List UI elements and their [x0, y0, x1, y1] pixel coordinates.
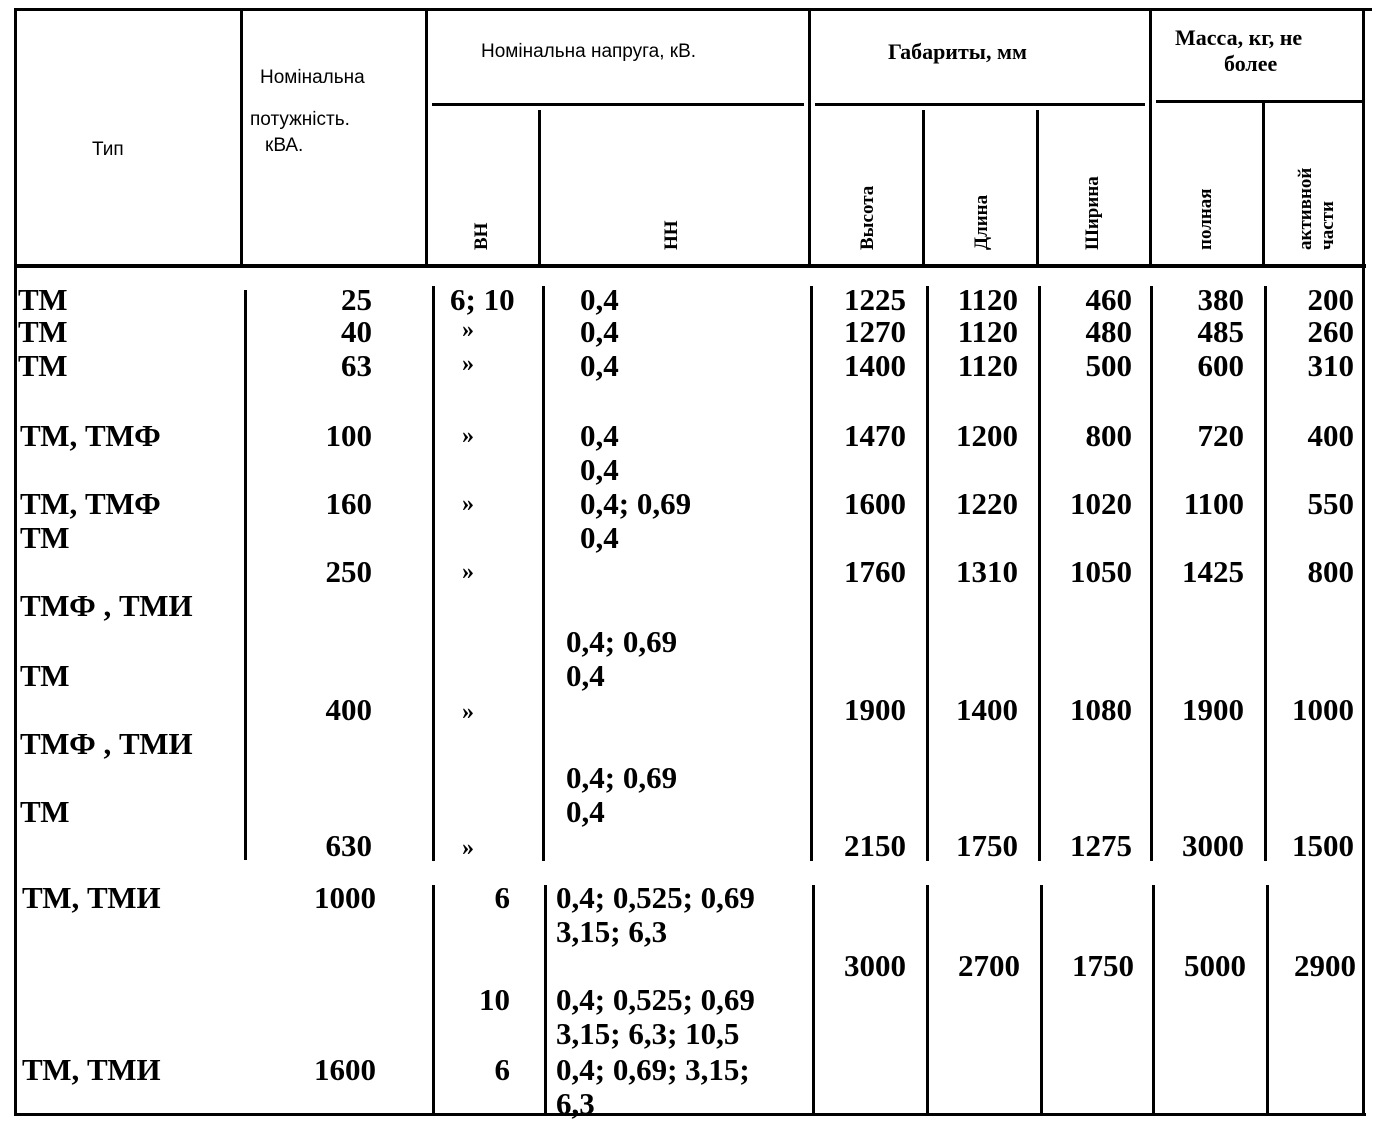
mass-total-cell: 3000 [1182, 828, 1244, 863]
power-cell: 250 [325, 554, 372, 589]
mass-total-cell: 600 [1197, 348, 1244, 383]
power-cell: 100 [325, 418, 372, 453]
type-cell: ТМ [18, 314, 68, 349]
height-cell: 1600 [844, 486, 906, 521]
divider-length-width [1036, 110, 1039, 266]
header-power-line3: кВА. [265, 135, 304, 156]
body-divider-length-width-lower [1040, 885, 1043, 1115]
hv-cell: » [462, 491, 474, 517]
type-cell: ТМ, ТМФ [20, 418, 161, 453]
mass-active-cell: 260 [1307, 314, 1354, 349]
mass-active-cell: 2900 [1294, 948, 1356, 983]
type-cell: ТМ, ТМФ [20, 486, 161, 521]
height-cell: 1225 [844, 282, 906, 317]
power-cell: 400 [325, 692, 372, 727]
type-cell: ТМФ , ТМИ [20, 726, 193, 761]
table-right-border [1362, 8, 1365, 1116]
lv-cell: 0,4 [580, 348, 619, 383]
divider-mass-total-active [1262, 102, 1265, 266]
dims-subheader-line [815, 103, 1145, 106]
mass-active-cell: 550 [1307, 486, 1354, 521]
header-power-line2: потужність. [250, 109, 350, 130]
hv-cell: 6 [494, 1052, 510, 1087]
height-cell: 1400 [844, 348, 906, 383]
header-mass-active-line1: активной [1295, 167, 1316, 250]
type-cell: ТМ [20, 794, 70, 829]
table-top-border [14, 8, 1372, 11]
body-divider-mass-total-active [1264, 286, 1267, 861]
header-dim-length: Длина [971, 194, 992, 250]
body-divider-mass-total-active-lower [1266, 885, 1269, 1115]
height-cell: 1270 [844, 314, 906, 349]
lv-cell: 3,15; 6,3 [556, 914, 668, 949]
divider-power-voltage [425, 8, 428, 266]
height-cell: 1760 [844, 554, 906, 589]
type-cell: ТМ, ТМИ [22, 1052, 161, 1087]
lv-cell: 0,4; 0,69; 3,15; [556, 1052, 750, 1087]
body-divider-hv-lv [542, 286, 545, 861]
header-dim-height: Высота [857, 185, 878, 250]
body-divider-height-length-lower [926, 885, 929, 1115]
lv-cell: 0,4; 0,69 [566, 760, 678, 795]
lv-cell: 0,4 [580, 452, 619, 487]
lv-cell: 6,3 [556, 1086, 595, 1121]
lv-cell: 0,4 [580, 282, 619, 317]
header-mass-active-line2: части [1317, 201, 1338, 250]
divider-height-length [922, 110, 925, 266]
hv-cell: » [462, 351, 474, 377]
body-divider-hv-lv-lower [544, 885, 547, 1115]
width-cell: 480 [1085, 314, 1132, 349]
type-cell: ТМФ , ТМИ [20, 588, 193, 623]
length-cell: 1400 [956, 692, 1018, 727]
type-cell: ТМ [18, 348, 68, 383]
mass-active-cell: 1000 [1292, 692, 1354, 727]
mass-total-cell: 1100 [1183, 486, 1244, 521]
hv-cell: 6; 10 [450, 282, 515, 317]
voltage-subheader-line [432, 103, 804, 106]
width-cell: 1050 [1070, 554, 1132, 589]
mass-total-cell: 380 [1197, 282, 1244, 317]
height-cell: 1900 [844, 692, 906, 727]
width-cell: 1080 [1070, 692, 1132, 727]
length-cell: 1200 [956, 418, 1018, 453]
header-dims: Габариты, мм [888, 39, 1027, 64]
body-divider-power-hv-lower [432, 885, 435, 1115]
hv-cell: » [462, 423, 474, 449]
body-divider-height-length [926, 286, 929, 861]
power-cell: 160 [325, 486, 372, 521]
height-cell: 2150 [844, 828, 906, 863]
width-cell: 460 [1085, 282, 1132, 317]
header-power-line1: Номінальна [260, 67, 365, 88]
table-left-border [14, 8, 17, 1116]
header-dim-width: Ширина [1082, 176, 1103, 250]
lv-cell: 0,4 [580, 520, 619, 555]
header-mass-line2: более [1224, 51, 1278, 76]
hv-cell: » [462, 699, 474, 725]
body-divider-type-power [244, 290, 247, 860]
header-voltage-lv: НН [661, 220, 682, 250]
height-cell: 3000 [844, 948, 906, 983]
length-cell: 1120 [957, 282, 1018, 317]
power-cell: 40 [341, 314, 372, 349]
mass-total-cell: 5000 [1184, 948, 1246, 983]
lv-cell: 0,4; 0,69 [566, 624, 678, 659]
power-cell: 25 [341, 282, 372, 317]
header-mass-line1: Масса, кг, не [1175, 25, 1303, 50]
divider-type-power [240, 8, 243, 266]
mass-total-cell: 485 [1197, 314, 1244, 349]
header-voltage-hv: ВН [471, 222, 492, 250]
body-divider-lv-height [810, 286, 813, 861]
power-cell: 63 [341, 348, 372, 383]
type-cell: ТМ [20, 658, 70, 693]
body-divider-width-mass [1150, 286, 1153, 861]
hv-cell: 6 [494, 880, 510, 915]
lv-cell: 0,4; 0,69 [580, 486, 692, 521]
power-cell: 1600 [314, 1052, 376, 1087]
length-cell: 1750 [956, 828, 1018, 863]
width-cell: 1275 [1070, 828, 1132, 863]
type-cell: ТМ, ТМИ [22, 880, 161, 915]
lv-cell: 0,4 [566, 794, 605, 829]
length-cell: 1120 [957, 348, 1018, 383]
length-cell: 1120 [957, 314, 1018, 349]
divider-dims-mass [1149, 8, 1152, 266]
type-cell: ТМ [20, 520, 70, 555]
body-divider-width-mass-lower [1152, 885, 1155, 1115]
header-voltage: Номінальна напруга, кВ. [481, 41, 697, 62]
lv-cell: 3,15; 6,3; 10,5 [556, 1016, 740, 1051]
divider-hv-lv [538, 110, 541, 266]
width-cell: 500 [1085, 348, 1132, 383]
hv-cell: » [462, 317, 474, 343]
lv-cell: 0,4; 0,525; 0,69 [556, 982, 755, 1017]
height-cell: 1470 [844, 418, 906, 453]
mass-total-cell: 720 [1197, 418, 1244, 453]
width-cell: 1750 [1072, 948, 1134, 983]
header-bottom-border [14, 264, 1366, 268]
lv-cell: 0,4 [566, 658, 605, 693]
width-cell: 1020 [1070, 486, 1132, 521]
mass-active-cell: 200 [1307, 282, 1354, 317]
mass-active-cell: 400 [1307, 418, 1354, 453]
length-cell: 1220 [956, 486, 1018, 521]
type-cell: ТМ [18, 282, 68, 317]
mass-active-cell: 310 [1307, 348, 1354, 383]
hv-cell: » [462, 559, 474, 585]
body-divider-power-hv [432, 286, 435, 861]
length-cell: 1310 [956, 554, 1018, 589]
header-type: Тип [92, 139, 124, 160]
hv-cell: 10 [479, 982, 510, 1017]
lv-cell: 0,4 [580, 314, 619, 349]
table-bottom-border [14, 1113, 1366, 1116]
mass-active-cell: 1500 [1292, 828, 1354, 863]
hv-cell: » [462, 835, 474, 861]
lv-cell: 0,4; 0,525; 0,69 [556, 880, 755, 915]
length-cell: 2700 [958, 948, 1020, 983]
power-cell: 1000 [314, 880, 376, 915]
mass-active-cell: 800 [1307, 554, 1354, 589]
width-cell: 800 [1085, 418, 1132, 453]
mass-total-cell: 1900 [1182, 692, 1244, 727]
mass-total-cell: 1425 [1182, 554, 1244, 589]
lv-cell: 0,4 [580, 418, 619, 453]
body-divider-length-width [1038, 286, 1041, 861]
divider-voltage-dims [808, 8, 811, 266]
body-divider-lv-height-lower [812, 885, 815, 1115]
power-cell: 630 [325, 828, 372, 863]
header-mass-total: полная [1195, 188, 1216, 250]
mass-subheader-line [1156, 100, 1364, 103]
